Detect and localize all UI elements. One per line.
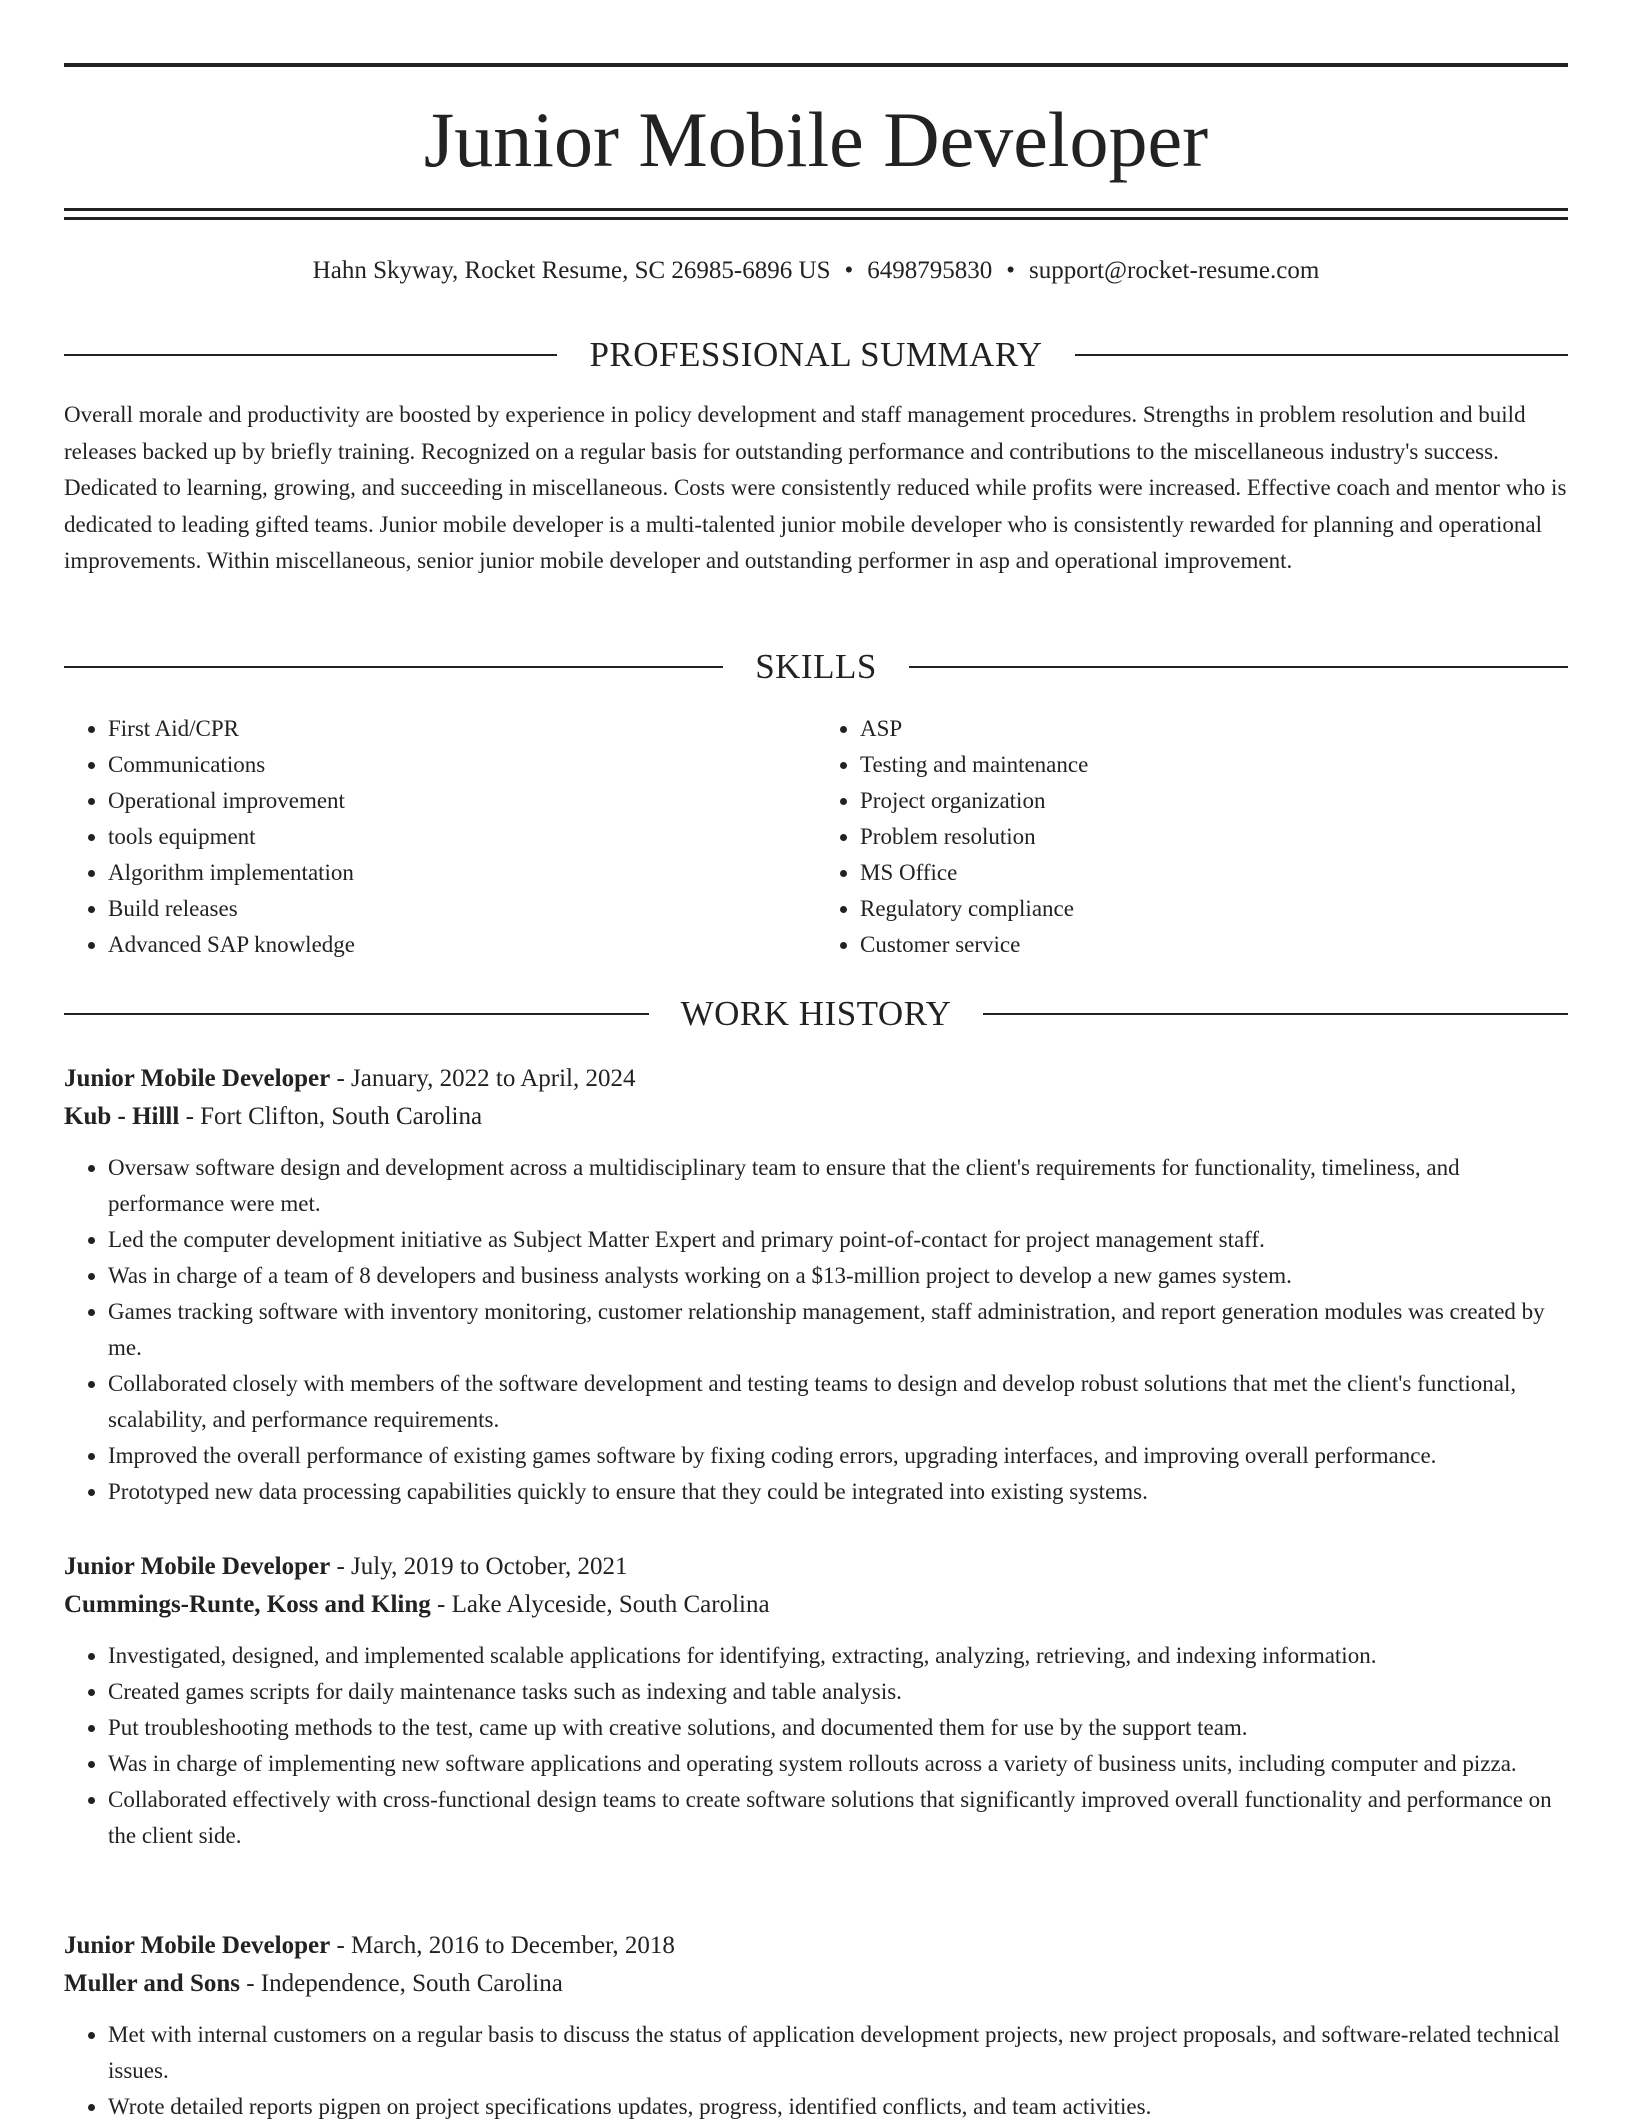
resume-name: Junior Mobile Developer [423,96,1209,183]
job-bullet: • Collaborated effectively with cross-functional design teams to create software solutions that significantly improved overall functionality and performance on the client side. [108,1782,1568,1854]
contact-address: Hahn Skyway, Rocket Resume, SC 26985-6896 US [312,257,831,284]
job-bullet: • Was in charge of implementing new software applications and operating system rollouts across a variety of business units, including computer and pizza. [108,1746,1568,1782]
skill-item: • Testing and maintenance [860,747,1568,783]
skill-item: • Project organization [860,783,1568,819]
heading-rule-right [909,666,1568,668]
skills-heading-title: SKILLS [755,647,877,686]
work-history-heading [64,992,1568,1036]
job-company-line [64,1965,1568,2003]
contact-separator: • [844,257,854,284]
skill-item: • Operational improvement [108,783,816,819]
professional-summary-text: Overall morale and productivity are boosted by experience in policy development and staff management procedures. Strengths in problem resolution and build releases backed up by briefly training. Recognized on a regular basis for outstanding performance and contributions to the miscellaneous industry's success. Dedicated to learning, growing, and succeeding in miscellaneous. Costs were consistently reduced while profits were increased. Effective coach and mentor who is dedicated to leading gifted teams. Junior mobile developer is a multi-talented junior mobile developer who is consistently rewarded for planning and operational improvements. Within miscellaneous, senior junior mobile developer and outstanding performer in asp and operational improvement. [64,402,1567,573]
heading-rule-left [64,666,723,668]
job-bullet: • Was in charge of a team of 8 developers and business analysts working on a $13-million project to develop a new games system. [108,1258,1568,1294]
job-bullet: • Games tracking software with inventory monitoring, customer relationship management, staff administration, and report generation modules was created by me. [108,1294,1568,1366]
job-bullet: • Wrote detailed reports pigpen on project specifications updates, progress, identified conflicts, and team activities. [108,2089,1568,2125]
job-bullet: • Put troubleshooting methods to the test, came up with creative solutions, and documented them for use by the support team. [108,1710,1568,1746]
job-bullet: • Oversaw software design and development across a multidisciplinary team to ensure that the client's requirements for functionality, timeliness, and performance were met. [108,1150,1568,1222]
job-title-line [64,1060,1568,1098]
heading-rule-right [983,1013,1568,1015]
heading-rule-left [64,354,557,356]
job-company: Muller and Sons [64,1970,240,1997]
contact-email: support@rocket-resume.com [1029,257,1320,284]
job-bullet: • Investigated, designed, and implemented scalable applications for identifying, extracting, analyzing, retrieving, and indexing information. [108,1638,1568,1674]
job-entry [64,1927,1568,2125]
skill-item: • First Aid/CPR [108,711,816,747]
job-entry [64,1060,1568,1510]
skill-item: • MS Office [860,855,1568,891]
job-bullet: • Met with internal customers on a regular basis to discuss the status of application development projects, new project proposals, and software-related technical issues. [108,2017,1568,2089]
summary-heading [64,333,1568,377]
job-bullets [64,1150,1568,1510]
job-dates: - March, 2016 to December, 2018 [330,1932,675,1959]
skill-item: • Build releases [108,891,816,927]
job-bullets [64,1638,1568,1854]
skill-item: • Problem resolution [860,819,1568,855]
contact-separator: • [1006,257,1016,284]
skill-item: • Customer service [860,927,1568,963]
header-double-rule [64,208,1568,220]
skill-item: • Communications [108,747,816,783]
job-location: - Fort Clifton, South Carolina [179,1103,483,1130]
skills-list-left [64,711,816,963]
job-company-line [64,1098,1568,1136]
job-company-line [64,1586,1568,1624]
contact-line [64,253,1568,289]
skills-heading [64,645,1568,689]
job-title: Junior Mobile Developer [64,1065,331,1092]
job-location: - Independence, South Carolina [239,1970,563,1997]
job-title-line [64,1548,1568,1586]
job-bullet: • Prototyped new data processing capabilities quickly to ensure that they could be integrated into existing systems. [108,1474,1568,1510]
skill-item: • Algorithm implementation [108,855,816,891]
heading-rule-left [64,1013,649,1015]
skill-item: • ASP [860,711,1568,747]
job-company: Cummings-Runte, Koss and Kling [64,1591,431,1618]
job-location: - Lake Alyceside, South Carolina [430,1591,770,1618]
job-dates: - July, 2019 to October, 2021 [330,1553,628,1580]
job-dates: - January, 2022 to April, 2024 [330,1065,636,1092]
skill-item: • Advanced SAP knowledge [108,927,816,963]
heading-rule-right [1075,354,1568,356]
skills-list-right [816,711,1568,963]
job-title: Junior Mobile Developer [64,1932,331,1959]
job-entry [64,1548,1568,1854]
summary-heading-title: PROFESSIONAL SUMMARY [589,335,1043,374]
skill-item: • Regulatory compliance [860,891,1568,927]
job-title: Junior Mobile Developer [64,1553,331,1580]
header-top-rule [64,63,1568,67]
job-bullet: • Led the computer development initiative as Subject Matter Expert and primary point-of-contact for project management staff. [108,1222,1568,1258]
skills-columns [64,711,1568,963]
contact-phone: 6498795830 [867,257,993,284]
job-company: Kub - Hilll [64,1103,180,1130]
job-title-line [64,1927,1568,1965]
job-bullets [64,2017,1568,2125]
job-bullet: • Created games scripts for daily maintenance tasks such as indexing and table analysis. [108,1674,1568,1710]
job-bullet: • Collaborated closely with members of the software development and testing teams to design and develop robust solutions that met the client's functional, scalability, and performance requirements. [108,1366,1568,1438]
work-history-heading-title: WORK HISTORY [680,994,952,1033]
job-bullet: • Improved the overall performance of existing games software by fixing coding errors, upgrading interfaces, and improving overall performance. [108,1438,1568,1474]
skill-item: • tools equipment [108,819,816,855]
